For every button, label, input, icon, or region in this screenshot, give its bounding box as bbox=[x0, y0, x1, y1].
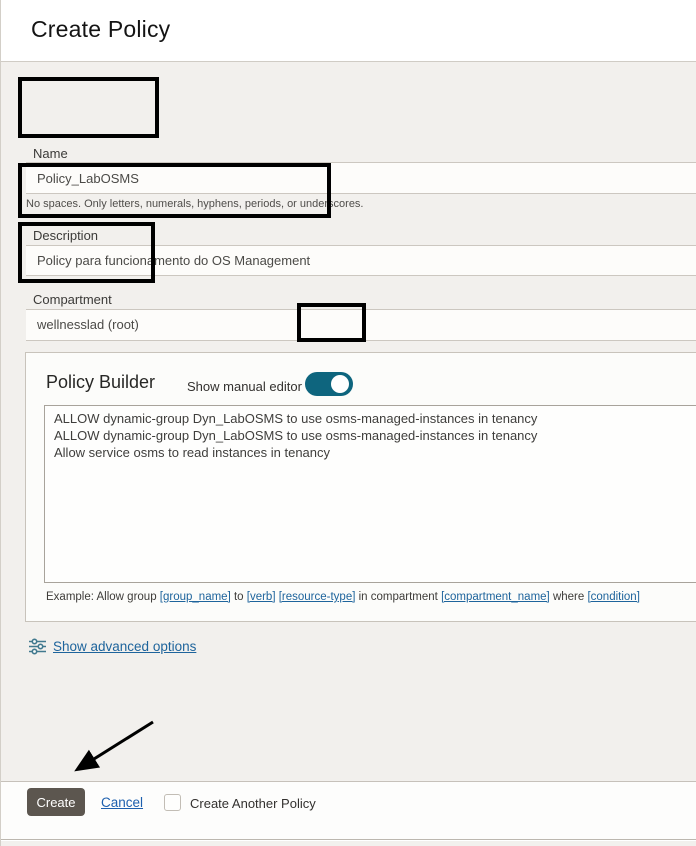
create-another-policy-label: Create Another Policy bbox=[190, 796, 316, 811]
compartment-name-link[interactable]: [compartment_name] bbox=[441, 591, 550, 603]
create-another-policy-checkbox[interactable] bbox=[164, 794, 181, 811]
page-background-strip bbox=[1, 841, 696, 846]
example-text-segment: where bbox=[549, 591, 588, 603]
resource-type-link[interactable]: [resource-type] bbox=[278, 591, 356, 603]
show-manual-editor-toggle[interactable] bbox=[305, 372, 353, 396]
dialog-footer bbox=[1, 781, 696, 840]
description-label: Description bbox=[33, 228, 99, 243]
policy-example-text bbox=[46, 591, 640, 603]
policy-builder-title: Policy Builder bbox=[46, 372, 156, 392]
description-field-row bbox=[26, 245, 696, 276]
name-input[interactable] bbox=[26, 163, 626, 193]
name-helper-text: No spaces. Only letters, numerals, hyphens, periods, or underscores. bbox=[26, 198, 364, 210]
description-input[interactable] bbox=[26, 246, 626, 275]
verb-link[interactable]: [verb] bbox=[246, 591, 276, 603]
show-manual-editor-label: Show manual editor bbox=[187, 379, 302, 394]
create-button[interactable]: Create bbox=[27, 788, 85, 816]
compartment-selected-value: wellnesslad (root) bbox=[37, 317, 139, 332]
dialog-header bbox=[1, 0, 696, 62]
condition-link[interactable]: [condition] bbox=[587, 591, 640, 603]
group-name-link[interactable]: [group_name] bbox=[159, 591, 231, 603]
example-text-segment: Example: Allow group bbox=[46, 591, 160, 603]
policy-statements-textarea[interactable] bbox=[44, 405, 696, 583]
toggle-knob bbox=[331, 375, 349, 393]
example-text-segment: to bbox=[230, 591, 247, 603]
compartment-label: Compartment bbox=[33, 292, 112, 307]
example-text-segment: in compartment bbox=[355, 591, 442, 603]
sliders-icon bbox=[29, 638, 46, 655]
name-label: Name bbox=[33, 146, 68, 161]
compartment-select[interactable] bbox=[26, 309, 696, 341]
form-content bbox=[1, 62, 696, 781]
cancel-link[interactable]: Cancel bbox=[101, 795, 144, 810]
name-field-row bbox=[26, 162, 696, 194]
show-advanced-options-link[interactable]: Show advanced options bbox=[53, 639, 197, 654]
page-title: Create Policy bbox=[31, 16, 171, 42]
